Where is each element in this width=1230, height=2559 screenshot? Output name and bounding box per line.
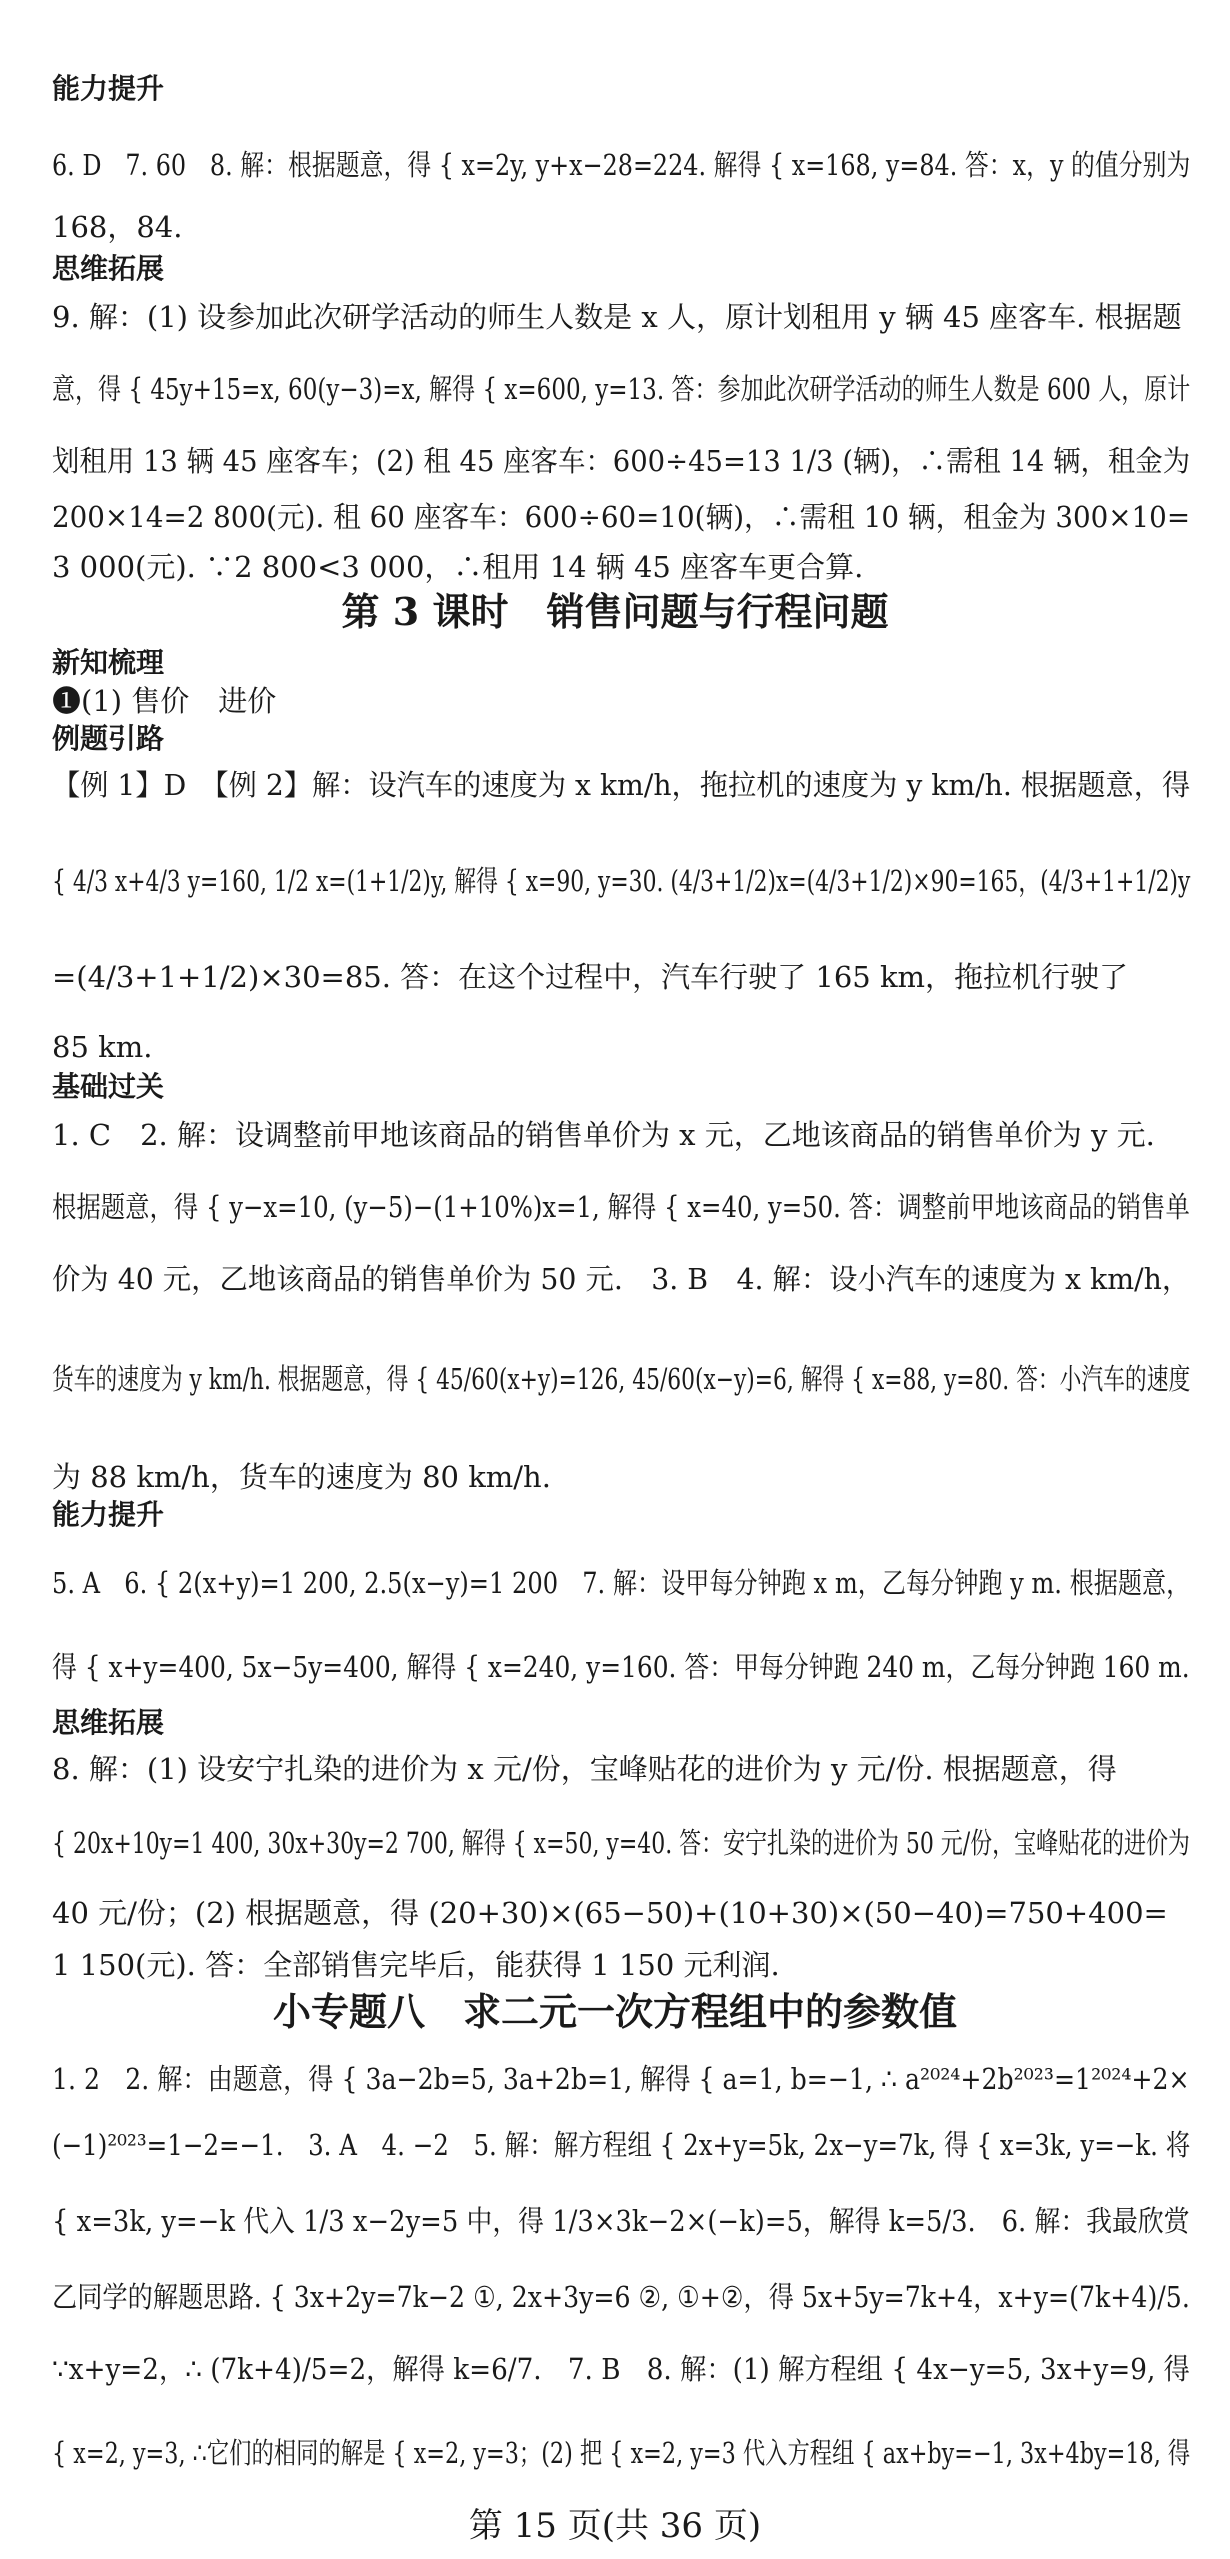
text-line: ❶(1) 售价 进价 [52, 684, 277, 718]
section-heading: 能力提升 [52, 72, 165, 105]
text-line: 200×14=2 800(元). 租 60 座客车：600÷60=10(辆)，∴需租 10 辆，租金为 300×10= [52, 500, 1191, 534]
section-heading: 新知梳理 [52, 646, 165, 679]
text-line: 6. D 7. 60 8. 解：根据题意，得 { x=2y, y+x−28=224. 解得 { x=168, y=84. 答：x，y 的值分别为 [52, 148, 1191, 182]
text-line: 价为 40 元，乙地该商品的销售单价为 50 元. 3. B 4. 解：设小汽车的速度为 x km/h， [52, 1262, 1191, 1296]
text-line: 根据题意，得 { y−x=10, (y−5)−(1+10%)x=1, 解得 { x=40, y=50. 答：调整前甲地该商品的销售单 [52, 1190, 1190, 1224]
page-footer: 第 15 页(共 36 页) [468, 2506, 762, 2546]
section-heading: 例题引路 [52, 722, 165, 755]
text-line: =(4/3+1+1/2)×30=85. 答：在这个过程中，汽车行驶了 165 km，拖拉机行驶了 [52, 960, 1129, 994]
section-heading: 思维拓展 [52, 1706, 165, 1739]
section-heading: 基础过关 [52, 1070, 165, 1103]
text-line: ∵x+y=2，∴ (7k+4)/5=2，解得 k=6/7. 7. B 8. 解：(1) 解方程组 { 4x−y=5, 3x+y=9, 得 [52, 2352, 1190, 2386]
text-line: 168，84. [52, 210, 183, 244]
text-line: (−1)²⁰²³=1−2=−1. 3. A 4. −2 5. 解：解方程组 { 2x+y=5k, 2x−y=7k, 得 { x=3k, y=−k. 将 [52, 2128, 1191, 2162]
text-line: 5. A 6. { 2(x+y)=1 200, 2.5(x−y)=1 200 7. 解：设甲每分钟跑 x m，乙每分钟跑 y m. 根据题意， [52, 1566, 1191, 1600]
text-line: 乙同学的解题思路. { 3x+2y=7k−2 ①, 2x+3y=6 ②, ①+②，得 5x+5y=7k+4，x+y=(7k+4)/5. [52, 2280, 1190, 2314]
text-line: 9. 解：(1) 设参加此次研学活动的师生人数是 x 人，原计划租用 y 辆 45 座客车. 根据题 [52, 300, 1182, 334]
text-line: { x=2, y=3, ∴它们的相同的解是 { x=2, y=3；(2) 把 { x=2, y=3 代入方程组 { ax+by=−1, 3x+4by=18, 得 [52, 2436, 1191, 2470]
text-line: 划租用 13 辆 45 座客车；(2) 租 45 座客车：600÷45=13 1/3 (辆)，∴需租 14 辆，租金为 [52, 444, 1191, 478]
lesson-title: 第 3 课时 销售问题与行程问题 [341, 589, 889, 634]
text-line: 8. 解：(1) 设安宁扎染的进价为 x 元/份，宝峰贴花的进价为 y 元/份. 根据题意，得 [52, 1752, 1117, 1786]
text-line: { x=3k, y=−k 代入 1/3 x−2y=5 中，得 1/3×3k−2×(−k)=5，解得 k=5/3. 6. 解：我最欣赏 [52, 2204, 1190, 2238]
text-line: 为 88 km/h，货车的速度为 80 km/h. [52, 1460, 551, 1494]
text-line: 1. 2 2. 解：由题意，得 { 3a−2b=5, 3a+2b=1, 解得 { a=1, b=−1, ∴ a²⁰²⁴+2b²⁰²³=1²⁰²⁴+2× [52, 2062, 1190, 2096]
text-line: { 20x+10y=1 400, 30x+30y=2 700, 解得 { x=50, y=40. 答：安宁扎染的进价为 50 元/份，宝峰贴花的进价为 [52, 1826, 1190, 1860]
text-line: 40 元/份；(2) 根据题意，得 (20+30)×(65−50)+(10+30)×(50−40)=750+400= [52, 1896, 1168, 1930]
text-line: 意，得 { 45y+15=x, 60(y−3)=x, 解得 { x=600, y=13. 答：参加此次研学活动的师生人数是 600 人，原计 [52, 372, 1191, 406]
text-line: 货车的速度为 y km/h. 根据题意，得 { 45/60(x+y)=126, 45/60(x−y)=6, 解得 { x=88, y=80. 答：小汽车的速度 [52, 1362, 1191, 1396]
text-line: 85 km. [52, 1030, 153, 1064]
lesson-title: 小专题八 求二元一次方程组中的参数值 [272, 1989, 957, 2034]
text-line: 【例 1】D 【例 2】解：设汽车的速度为 x km/h，拖拉机的速度为 y km/h. 根据题意，得 [52, 768, 1191, 802]
text-line: { 4/3 x+4/3 y=160, 1/2 x=(1+1/2)y, 解得 { x=90, y=30. (4/3+1/2)x=(4/3+1/2)×90=165，(4/3+1+1/2)y [52, 864, 1191, 898]
text-line: 得 { x+y=400, 5x−5y=400, 解得 { x=240, y=160. 答：甲每分钟跑 240 m，乙每分钟跑 160 m. [52, 1650, 1190, 1684]
section-heading: 思维拓展 [52, 252, 165, 285]
text-line: 1. C 2. 解：设调整前甲地该商品的销售单价为 x 元，乙地该商品的销售单价为 y 元. [52, 1118, 1155, 1152]
text-line: 3 000(元). ∵2 800<3 000，∴租用 14 辆 45 座客车更合算. [52, 550, 864, 584]
section-heading: 能力提升 [52, 1498, 165, 1531]
text-line: 1 150(元). 答：全部销售完毕后，能获得 1 150 元利润. [52, 1948, 780, 1982]
